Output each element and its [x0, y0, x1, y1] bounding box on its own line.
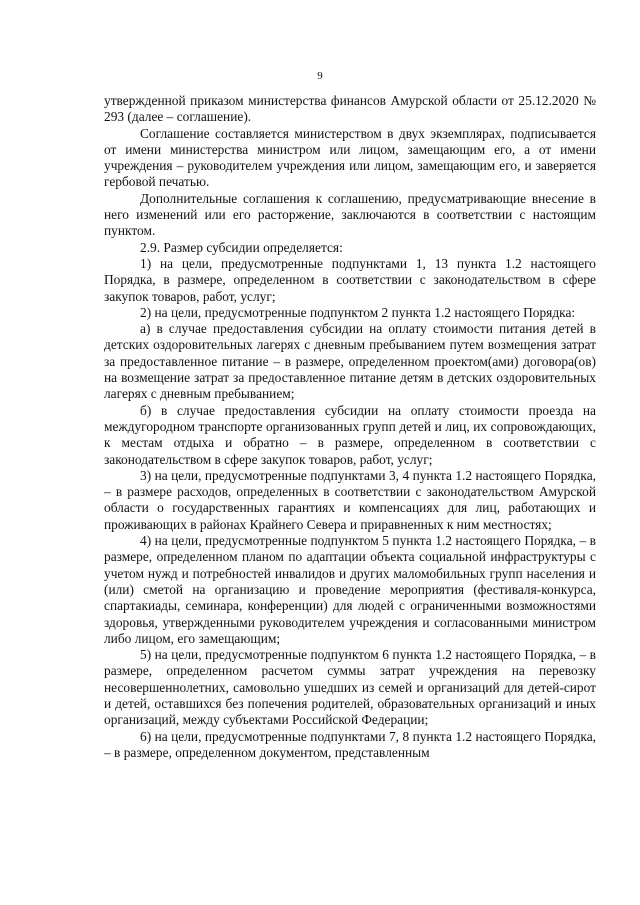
list-item-3: 3) на цели, предусмотренные подпунктами 3, 4 пункта 1.2 настоящего Порядка, – в размере расходов, определенных в соответствии с законодательством Амурской области о государственных гарантиях и компенсациях для лиц, работающих и проживающих в районах Крайнего Севера и приравненных к ним местностях; [104, 467, 596, 532]
section-heading-2-9: 2.9. Размер субсидии определяется: [140, 239, 343, 255]
page-number: 9 [317, 70, 323, 82]
list-item-4: 4) на цели, предусмотренные подпунктом 5 пункта 1.2 настоящего Порядка, – в размере, определенном планом по адаптации объекта социальной инфраструктуры с учетом нужд и потребностей инвалидов и других маломобильных групп населения и (или) сметой на организацию и проведение мероприятия (фестиваля-конкурса, спартакиады, семинара, конференции) для людей с ограниченными возможностями здоровья, утвержденными руководителем учреждения и согласованными министром либо лицом, его замещающим; [104, 533, 596, 646]
list-item-2: 2) на цели, предусмотренные подпунктом 2 пункта 1.2 настоящего Порядка: [140, 304, 576, 320]
paragraph-agreement-signing: Соглашение составляется министерством в двух экземплярах, подписывается от имени министерства министром или лицом, замещающим его, а от имени учреждения – руководителем учреждения или лицом, замещающим его, и заверяется гербовой печатью. [104, 125, 596, 190]
document-body [104, 93, 596, 761]
paragraph-continuation: утвержденной приказом министерства финансов Амурской области от 25.12.2020 № 293 (далее – соглашение). [104, 93, 596, 125]
list-item-5: 5) на цели, предусмотренные подпунктом 6 пункта 1.2 настоящего Порядка, – в размере, определенном расчетом суммы затрат учреждения на перевозку несовершеннолетних, самовольно ушедших из семей и организаций для детей-сирот и детей, оставшихся без попечения родителей, образовательных организаций и иных организаций, между субъектами Российской Федерации; [104, 647, 596, 728]
list-item-1: 1) на цели, предусмотренные подпунктами 1, 13 пункта 1.2 настоящего Порядка, в размере, определенном в соответствии с законодательством в сфере закупок товаров, работ, услуг; [104, 255, 596, 304]
list-item-2b: б) в случае предоставления субсидии на оплату стоимости проезда на междугородном транспорте организованных групп детей и лиц, их сопровождающих, к местам отдыха и обратно – в размере, определенном в соответствии с законодательством в сфере закупок товаров, работ, услуг; [104, 402, 596, 467]
list-item-6: 6) на цели, предусмотренные подпунктами 7, 8 пункта 1.2 настоящего Порядка, – в размере, определенном документом, представленным [104, 728, 596, 760]
paragraph-additional-agreements: Дополнительные соглашения к соглашению, предусматривающие внесение в него изменений или его расторжение, заключаются в соответствии с настоящим пунктом. [104, 190, 596, 239]
list-item-2a: а) в случае предоставления субсидии на оплату стоимости питания детей в детских оздоровительных лагерях с дневным пребыванием путем возмещения затрат за предоставленное питание – в размере, определенном проектом(ами) договора(ов) на возмещение затрат за предоставленное питание детям в детских оздоровительных лагерях с дневным пребыванием; [104, 321, 596, 402]
